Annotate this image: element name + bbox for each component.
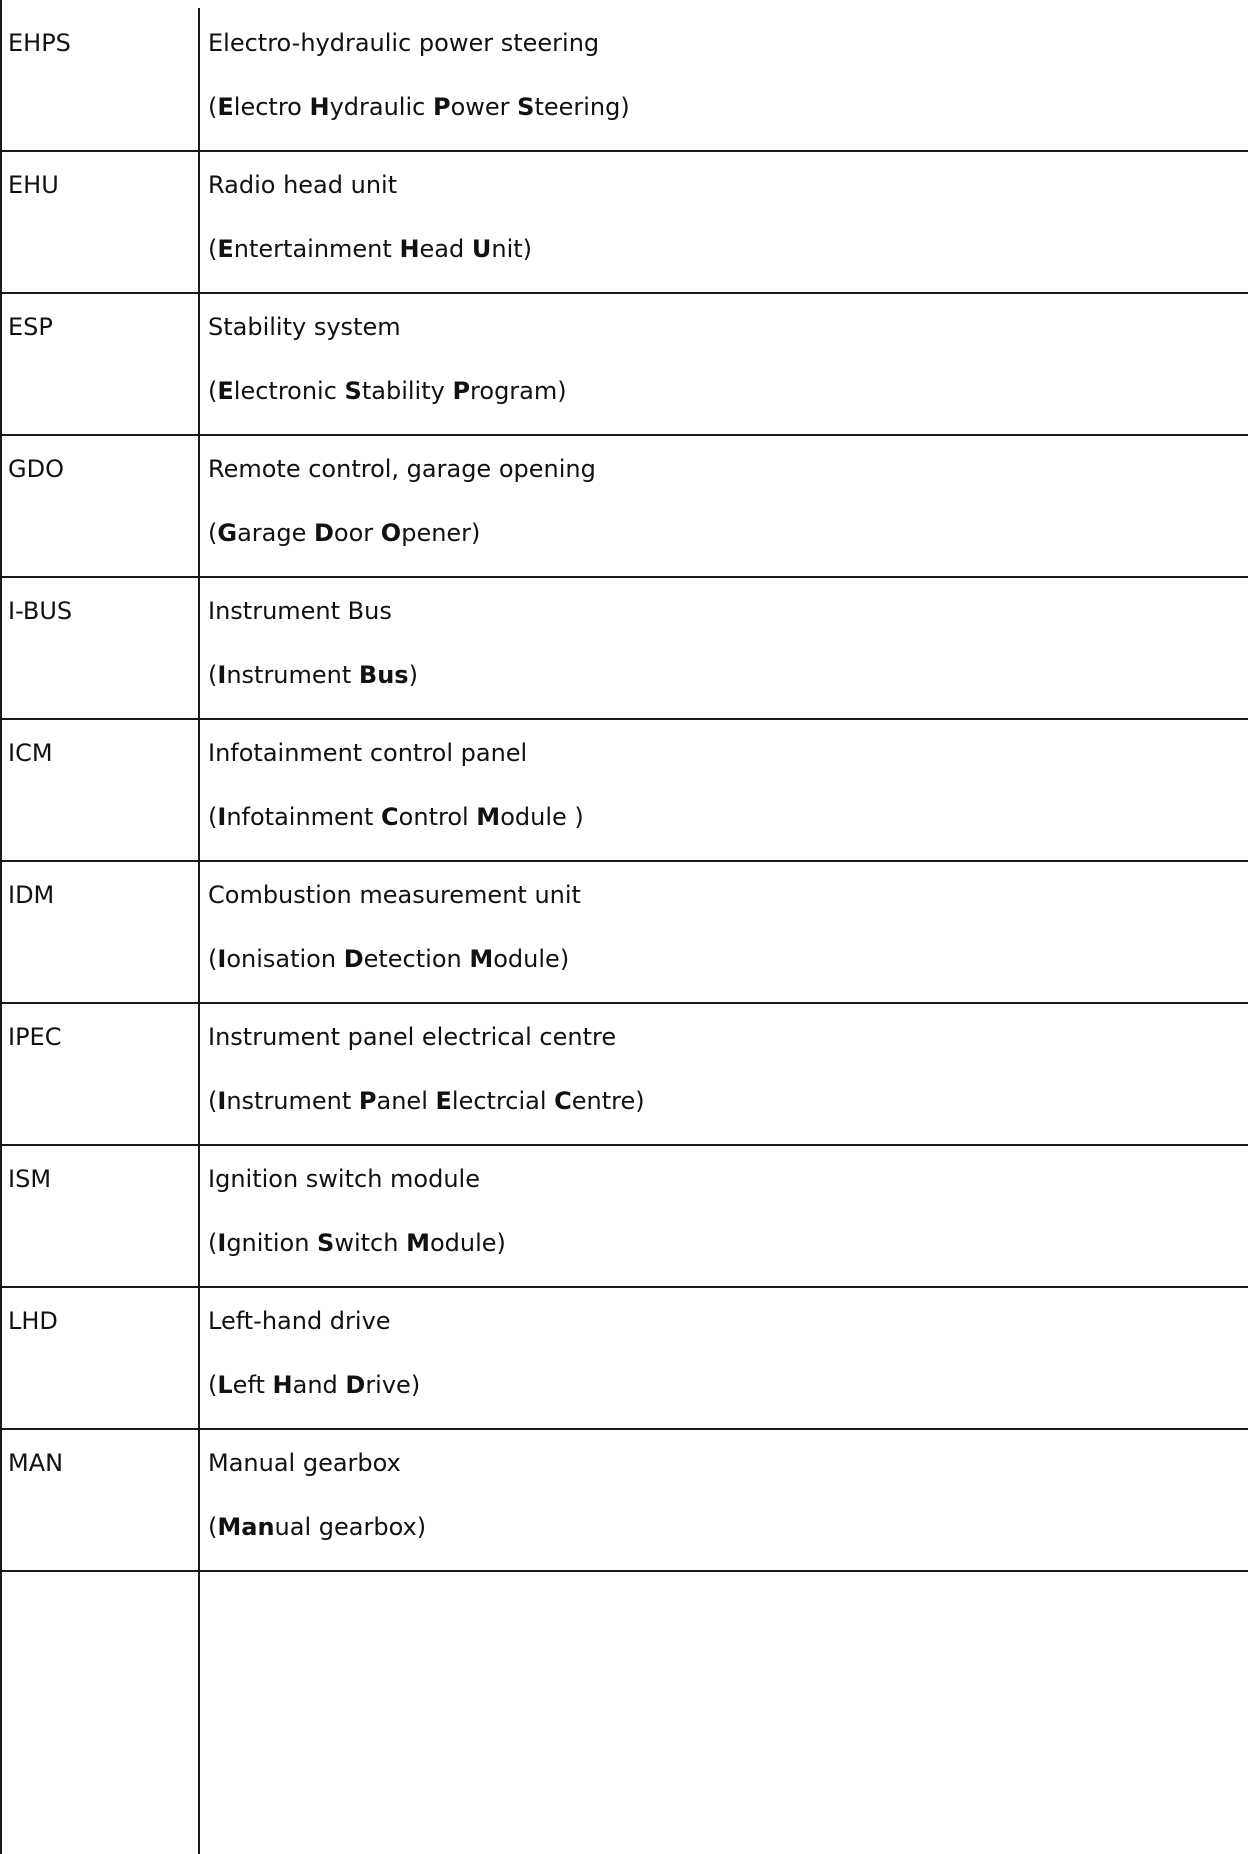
expansion-initial: G xyxy=(217,519,238,547)
expansion-text xyxy=(208,1370,420,1400)
table-row xyxy=(0,152,1248,294)
expansion-text xyxy=(208,518,480,548)
expansion-initial: S xyxy=(344,377,362,405)
expansion-part: ntertainment xyxy=(233,235,400,263)
abbreviation-cell: I-BUS xyxy=(8,597,73,625)
expansion-part: ( xyxy=(208,1087,218,1115)
expansion-part: eft xyxy=(232,1371,273,1399)
expansion-part: etection xyxy=(363,945,470,973)
expansion-part: ( xyxy=(208,377,218,405)
table-row xyxy=(0,862,1248,1004)
expansion-text xyxy=(208,92,630,122)
expansion-part: witch xyxy=(334,1229,407,1257)
table-row xyxy=(0,1004,1248,1146)
expansion-initial: C xyxy=(554,1087,572,1115)
expansion-initial: O xyxy=(380,519,402,547)
abbreviation-cell: ISM xyxy=(8,1165,52,1193)
expansion-initial: I xyxy=(217,803,227,831)
expansion-part: nfotainment xyxy=(226,803,382,831)
expansion-initial: P xyxy=(452,377,471,405)
abbreviation-cell: EHPS xyxy=(8,29,71,57)
expansion-part: lectro xyxy=(233,93,310,121)
expansion-initial: I xyxy=(217,1229,227,1257)
expansion-initial: I xyxy=(217,661,227,689)
expansion-part: ( xyxy=(208,1513,218,1541)
table-row xyxy=(0,720,1248,862)
expansion-part: ydraulic xyxy=(329,93,433,121)
expansion-part: ead xyxy=(419,235,472,263)
expansion-text xyxy=(208,1086,645,1116)
expansion-initial: E xyxy=(217,93,234,121)
expansion-initial: I xyxy=(217,945,227,973)
description-cell: Electro-hydraulic power steering xyxy=(208,29,600,57)
table-row xyxy=(0,1146,1248,1288)
expansion-initial: P xyxy=(432,93,451,121)
expansion-initial: H xyxy=(399,235,420,263)
expansion-initial: Bus xyxy=(358,661,409,689)
expansion-initial: C xyxy=(381,803,399,831)
expansion-part: ontrol xyxy=(398,803,477,831)
expansion-part: and xyxy=(292,1371,346,1399)
expansion-part: arage xyxy=(237,519,314,547)
expansion-initial: L xyxy=(217,1371,233,1399)
expansion-part: nstrument xyxy=(226,1087,359,1115)
abbreviation-cell: IDM xyxy=(8,881,55,909)
expansion-initial: H xyxy=(309,93,330,121)
expansion-part: pener) xyxy=(401,519,481,547)
description-cell: Stability system xyxy=(208,313,401,341)
expansion-initial: M xyxy=(476,803,501,831)
table-row xyxy=(0,578,1248,720)
description-cell: Instrument panel electrical centre xyxy=(208,1023,617,1051)
abbreviation-cell: ESP xyxy=(8,313,53,341)
abbreviation-cell: LHD xyxy=(8,1307,58,1335)
expansion-part: ower xyxy=(450,93,518,121)
description-cell: Instrument Bus xyxy=(208,597,392,625)
abbreviation-cell: EHU xyxy=(8,171,59,199)
expansion-part: tability xyxy=(361,377,453,405)
expansion-part: onisation xyxy=(226,945,344,973)
expansion-part: ( xyxy=(208,803,218,831)
abbreviation-cell: IPEC xyxy=(8,1023,62,1051)
expansion-text xyxy=(208,1512,426,1542)
expansion-part: ( xyxy=(208,1229,218,1257)
expansion-part: anel xyxy=(376,1087,436,1115)
expansion-initial: E xyxy=(435,1087,452,1115)
expansion-part: odule ) xyxy=(500,803,584,831)
expansion-part: rogram) xyxy=(470,377,567,405)
expansion-part: ( xyxy=(208,1371,218,1399)
expansion-initial: S xyxy=(317,1229,335,1257)
table-row xyxy=(0,1288,1248,1430)
description-cell: Infotainment control panel xyxy=(208,739,528,767)
expansion-initial: D xyxy=(345,1371,366,1399)
expansion-part: lectrcial xyxy=(451,1087,555,1115)
expansion-part: oor xyxy=(333,519,381,547)
expansion-part: lectronic xyxy=(233,377,345,405)
expansion-initial: U xyxy=(471,235,492,263)
expansion-part: ) xyxy=(408,661,418,689)
description-cell: Left-hand drive xyxy=(208,1307,391,1335)
expansion-initial: S xyxy=(517,93,535,121)
table-row xyxy=(0,436,1248,578)
row-divider xyxy=(0,1570,1248,1572)
expansion-part: entre) xyxy=(571,1087,645,1115)
expansion-part: ual gearbox) xyxy=(274,1513,427,1541)
description-cell: Combustion measurement unit xyxy=(208,881,581,909)
abbreviation-cell: GDO xyxy=(8,455,64,483)
description-cell: Radio head unit xyxy=(208,171,398,199)
expansion-part: odule) xyxy=(429,1229,506,1257)
table-row xyxy=(0,10,1248,152)
expansion-part: ( xyxy=(208,235,218,263)
expansion-text xyxy=(208,234,532,264)
expansion-part: nit) xyxy=(491,235,533,263)
expansion-part: ( xyxy=(208,661,218,689)
expansion-part: ( xyxy=(208,93,218,121)
expansion-part: ( xyxy=(208,519,218,547)
expansion-initial: D xyxy=(314,519,334,547)
expansion-initial: M xyxy=(406,1229,430,1257)
expansion-initial: E xyxy=(217,235,234,263)
expansion-part: ( xyxy=(208,945,218,973)
expansion-initial: P xyxy=(358,1087,377,1115)
expansion-initial: E xyxy=(217,377,234,405)
expansion-text xyxy=(208,1228,506,1258)
description-cell: Manual gearbox xyxy=(208,1449,401,1477)
expansion-part: nstrument xyxy=(226,661,359,689)
expansion-initial: D xyxy=(343,945,364,973)
expansion-initial: I xyxy=(217,1087,227,1115)
expansion-part: rive) xyxy=(365,1371,421,1399)
expansion-initial: Man xyxy=(217,1513,275,1541)
description-cell: Ignition switch module xyxy=(208,1165,480,1193)
description-cell: Remote control, garage opening xyxy=(208,455,596,483)
expansion-part: gnition xyxy=(226,1229,318,1257)
expansion-text xyxy=(208,376,567,406)
expansion-initial: H xyxy=(272,1371,293,1399)
expansion-text xyxy=(208,802,584,832)
expansion-part: teering) xyxy=(534,93,630,121)
expansion-part: odule) xyxy=(493,945,570,973)
table-row xyxy=(0,294,1248,436)
expansion-initial: M xyxy=(469,945,494,973)
expansion-text xyxy=(208,944,569,974)
expansion-text xyxy=(208,660,418,690)
abbreviation-cell: ICM xyxy=(8,739,53,767)
table-row xyxy=(0,1430,1248,1572)
abbreviation-cell: MAN xyxy=(8,1449,64,1477)
